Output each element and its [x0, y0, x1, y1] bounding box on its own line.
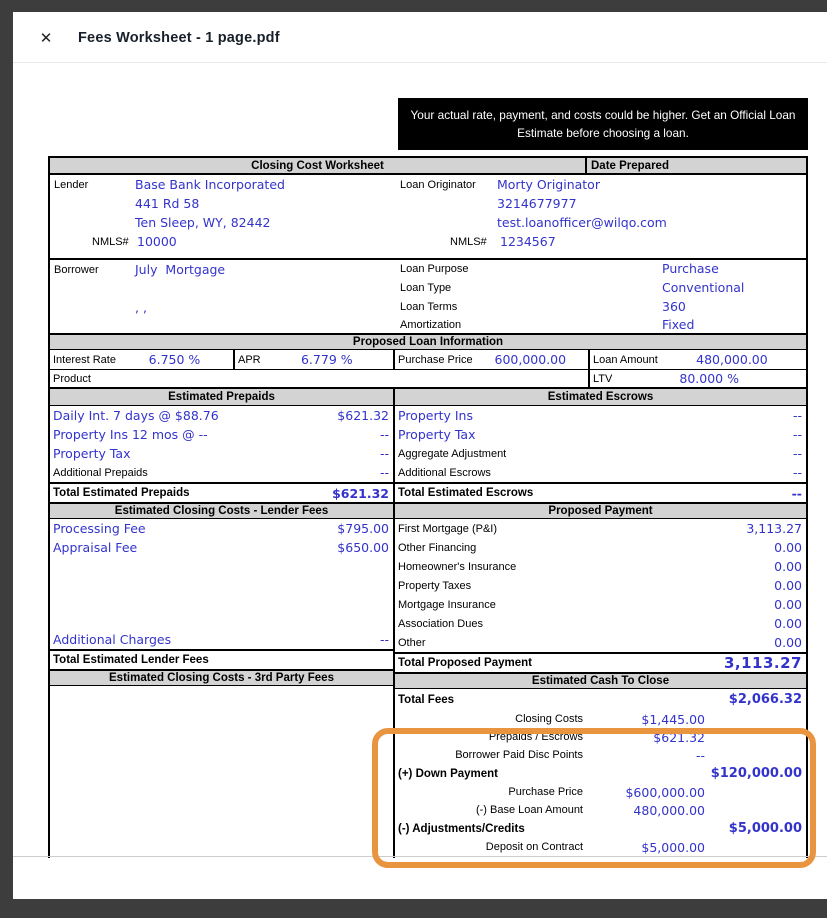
worksheet-title-row [50, 158, 806, 175]
rate-row [50, 350, 806, 369]
interest-rate-label: Interest Rate [53, 353, 116, 366]
escrows-total-row [395, 482, 806, 502]
payment-label: Other Financing [398, 541, 477, 554]
lender-fees-header: Estimated Closing Costs - Lender Fees [50, 502, 393, 519]
ctc-label: Borrower Paid Disc Points [455, 749, 583, 761]
ctc-label: Closing Costs [515, 713, 583, 725]
ctc-value: $600,000.00 [625, 784, 705, 800]
pdf-page [13, 64, 827, 899]
payment-label: Other [398, 636, 426, 649]
escrow-value: -- [792, 408, 802, 423]
prepaid-value: $621.32 [337, 408, 389, 423]
apr-value: 6.779 % [300, 352, 353, 367]
ctc-value: $621.32 [653, 729, 705, 745]
third-party-fees-header: Estimated Closing Costs - 3rd Party Fees [50, 669, 393, 686]
payment-label: Property Taxes [398, 579, 472, 592]
escrow-label: Property Ins [398, 408, 473, 423]
purchase-price-label: Purchase Price [398, 353, 473, 366]
borrower-address: , , [135, 300, 147, 315]
payment-value: 0.00 [774, 578, 802, 593]
payment-row [395, 633, 806, 652]
payment-row [395, 538, 806, 557]
prepaid-label: Additional Prepaids [53, 466, 148, 479]
lender-fee-label: Appraisal Fee [53, 540, 138, 555]
payment-row [395, 614, 806, 633]
prepaids-total-label: Total Estimated Prepaids [53, 487, 190, 499]
prepaid-value: -- [379, 427, 389, 442]
escrow-value: -- [792, 427, 802, 442]
ctc-label: Deposit on Contract [485, 841, 583, 853]
escrow-label: Aggregate Adjustment [398, 447, 507, 460]
amortization-value: Fixed [662, 317, 695, 332]
ltv-label: LTV [593, 372, 613, 385]
escrow-label: Additional Escrows [398, 466, 491, 479]
lender-name: Base Bank Incorporated [135, 177, 285, 192]
lender-fee-label: Processing Fee [53, 521, 146, 536]
payment-label: First Mortgage (P&I) [398, 522, 498, 535]
prepaid-row [50, 463, 393, 482]
lender-fee-value: $795.00 [337, 521, 389, 536]
originator-name: Morty Originator [497, 177, 600, 192]
loan-terms-label: Loan Terms [400, 301, 458, 313]
cash-to-close-row [395, 764, 806, 783]
interest-rate-value: 6.750 % [148, 352, 201, 367]
cash-to-close-row [395, 746, 806, 764]
payment-label: Association Dues [398, 617, 483, 630]
lender-fee-row [50, 519, 393, 538]
payment-row [395, 519, 806, 538]
ctc-value: $120,000.00 [710, 766, 802, 781]
cash-to-close-row [395, 689, 806, 710]
lender-nmls-label: NMLS# [92, 236, 129, 248]
lender-nmls-value: 10000 [137, 234, 177, 249]
loan-amount-label: Loan Amount [593, 353, 658, 366]
payment-row [395, 557, 806, 576]
cash-to-close-row [395, 710, 806, 728]
third-party-fees-empty [50, 686, 393, 858]
lender-fee-row [50, 538, 393, 557]
lender-fee-value: -- [379, 632, 389, 647]
loan-type-label: Loan Type [400, 282, 452, 294]
originator-nmls-value: 1234567 [500, 234, 556, 249]
product-cell [50, 370, 590, 387]
cash-to-close-row [395, 728, 806, 746]
ctc-label: (+) Down Payment [398, 767, 499, 780]
date-prepared-header: Date Prepared [587, 158, 806, 173]
proposed-payment-total-row [395, 652, 806, 672]
originator-phone: 3214677977 [497, 196, 577, 211]
modal-header [13, 12, 827, 63]
borrower-name: July Mortgage [135, 262, 226, 277]
originator-nmls-label: NMLS# [450, 236, 487, 248]
prepaid-value: -- [379, 446, 389, 461]
payment-value: 0.00 [774, 616, 802, 631]
ctc-label: (-) Base Loan Amount [475, 804, 583, 816]
amortization-label: Amortization [400, 319, 462, 331]
escrow-label: Property Tax [398, 427, 476, 442]
lender-section [50, 175, 806, 258]
ctc-value: $1,445.00 [641, 711, 705, 727]
loan-amount-cell [590, 350, 806, 369]
ltv-value: 80.000 % [679, 371, 739, 386]
escrows-header: Estimated Escrows [395, 389, 806, 406]
ctc-label: Purchase Price [508, 786, 583, 798]
loan-type-value: Conventional [662, 280, 745, 295]
cash-to-close-row [395, 783, 806, 801]
originator-label: Loan Originator [400, 179, 476, 191]
lender-fee-row [50, 630, 393, 649]
prepaid-value: -- [379, 465, 389, 480]
loan-purpose-value: Purchase [662, 261, 719, 276]
document-title: Fees Worksheet - 1 page.pdf [78, 29, 280, 46]
escrow-value: -- [792, 446, 802, 461]
prepaids-total-row [50, 482, 393, 502]
lender-address-2: Ten Sleep, WY, 82442 [135, 215, 271, 230]
lender-fees-total-row [50, 649, 393, 669]
disclaimer-line-2: Estimate before choosing a loan. [517, 126, 689, 140]
cash-to-close-header: Estimated Cash To Close [395, 672, 806, 689]
ctc-label: (-) Adjustments/Credits [398, 822, 525, 835]
prepaid-label: Property Tax [53, 446, 131, 461]
prepaids-header: Estimated Prepaids [50, 389, 393, 406]
closing-cost-worksheet [48, 156, 808, 858]
cash-to-close-row [395, 801, 806, 819]
originator-email: test.loanofficer@wilqo.com [497, 215, 667, 230]
payment-value: 3,113.27 [746, 521, 802, 536]
escrow-row [395, 463, 806, 482]
product-label: Product [53, 372, 91, 385]
payment-value: 0.00 [774, 559, 802, 574]
prepaid-row [50, 425, 393, 444]
proposed-payment-header: Proposed Payment [395, 502, 806, 519]
prepaid-row [50, 406, 393, 425]
payment-row [395, 595, 806, 614]
borrower-section [50, 258, 806, 333]
payment-label: Mortgage Insurance [398, 598, 496, 611]
loan-estimate-disclaimer [398, 98, 808, 150]
proposed-payment-total-value: 3,113.27 [723, 654, 802, 672]
lender-fees-spacer [50, 557, 393, 630]
escrow-row [395, 444, 806, 463]
ctc-value: -- [695, 747, 705, 763]
loan-terms-value: 360 [662, 299, 686, 314]
cash-to-close-row [395, 838, 806, 856]
payment-value: 0.00 [774, 597, 802, 612]
purchase-price-value: 600,000.00 [494, 352, 567, 367]
proposed-loan-header: Proposed Loan Information [50, 333, 806, 350]
ctc-value: 480,000.00 [633, 802, 705, 818]
escrow-row [395, 425, 806, 444]
cash-to-close-row [395, 819, 806, 838]
product-row [50, 369, 806, 387]
ctc-value: $5,000.00 [641, 839, 705, 855]
prepaids-total-value: $621.32 [332, 485, 389, 501]
loan-purpose-label: Loan Purpose [400, 263, 469, 275]
page-bottom-edge [13, 856, 827, 857]
ctc-value: $5,000.00 [728, 821, 802, 836]
ctc-label: Total Fees [398, 693, 455, 706]
borrower-label: Borrower [54, 264, 99, 276]
worksheet-title: Closing Cost Worksheet [50, 158, 587, 173]
payment-value: 0.00 [774, 635, 802, 650]
payment-value: 0.00 [774, 540, 802, 555]
fees-columns [50, 387, 806, 858]
loan-amount-value: 480,000.00 [696, 352, 768, 367]
escrow-value: -- [792, 465, 802, 480]
interest-rate-cell [50, 350, 235, 369]
lender-fee-label: Additional Charges [53, 632, 172, 647]
payment-row [395, 576, 806, 595]
disclaimer-line-1: Your actual rate, payment, and costs could be higher. Get an Official Loan [410, 107, 796, 122]
purchase-price-cell [395, 350, 590, 369]
ctc-value: $2,066.32 [728, 692, 802, 707]
right-fee-column [395, 389, 806, 858]
pdf-viewer-modal [13, 12, 827, 899]
lender-label: Lender [54, 179, 89, 191]
prepaid-label: Property Ins 12 mos @ -- [53, 427, 208, 442]
prepaid-label: Daily Int. 7 days @ $88.76 [53, 408, 219, 423]
escrow-row [395, 406, 806, 425]
apr-label: APR [238, 353, 261, 366]
left-fee-column [50, 389, 395, 858]
apr-cell [235, 350, 395, 369]
prepaid-row [50, 444, 393, 463]
proposed-payment-total-label: Total Proposed Payment [398, 657, 532, 669]
ltv-cell [590, 370, 806, 387]
escrows-total-value: -- [791, 485, 802, 501]
lender-fees-total-label: Total Estimated Lender Fees [53, 654, 209, 666]
lender-fee-value: $650.00 [337, 540, 389, 555]
lender-address-1: 441 Rd 58 [135, 196, 200, 211]
close-icon[interactable]: ✕ [39, 30, 53, 47]
escrows-total-label: Total Estimated Escrows [398, 487, 534, 499]
ctc-label: Prepaids / Escrows [488, 731, 583, 743]
payment-label: Homeowner's Insurance [398, 560, 517, 573]
